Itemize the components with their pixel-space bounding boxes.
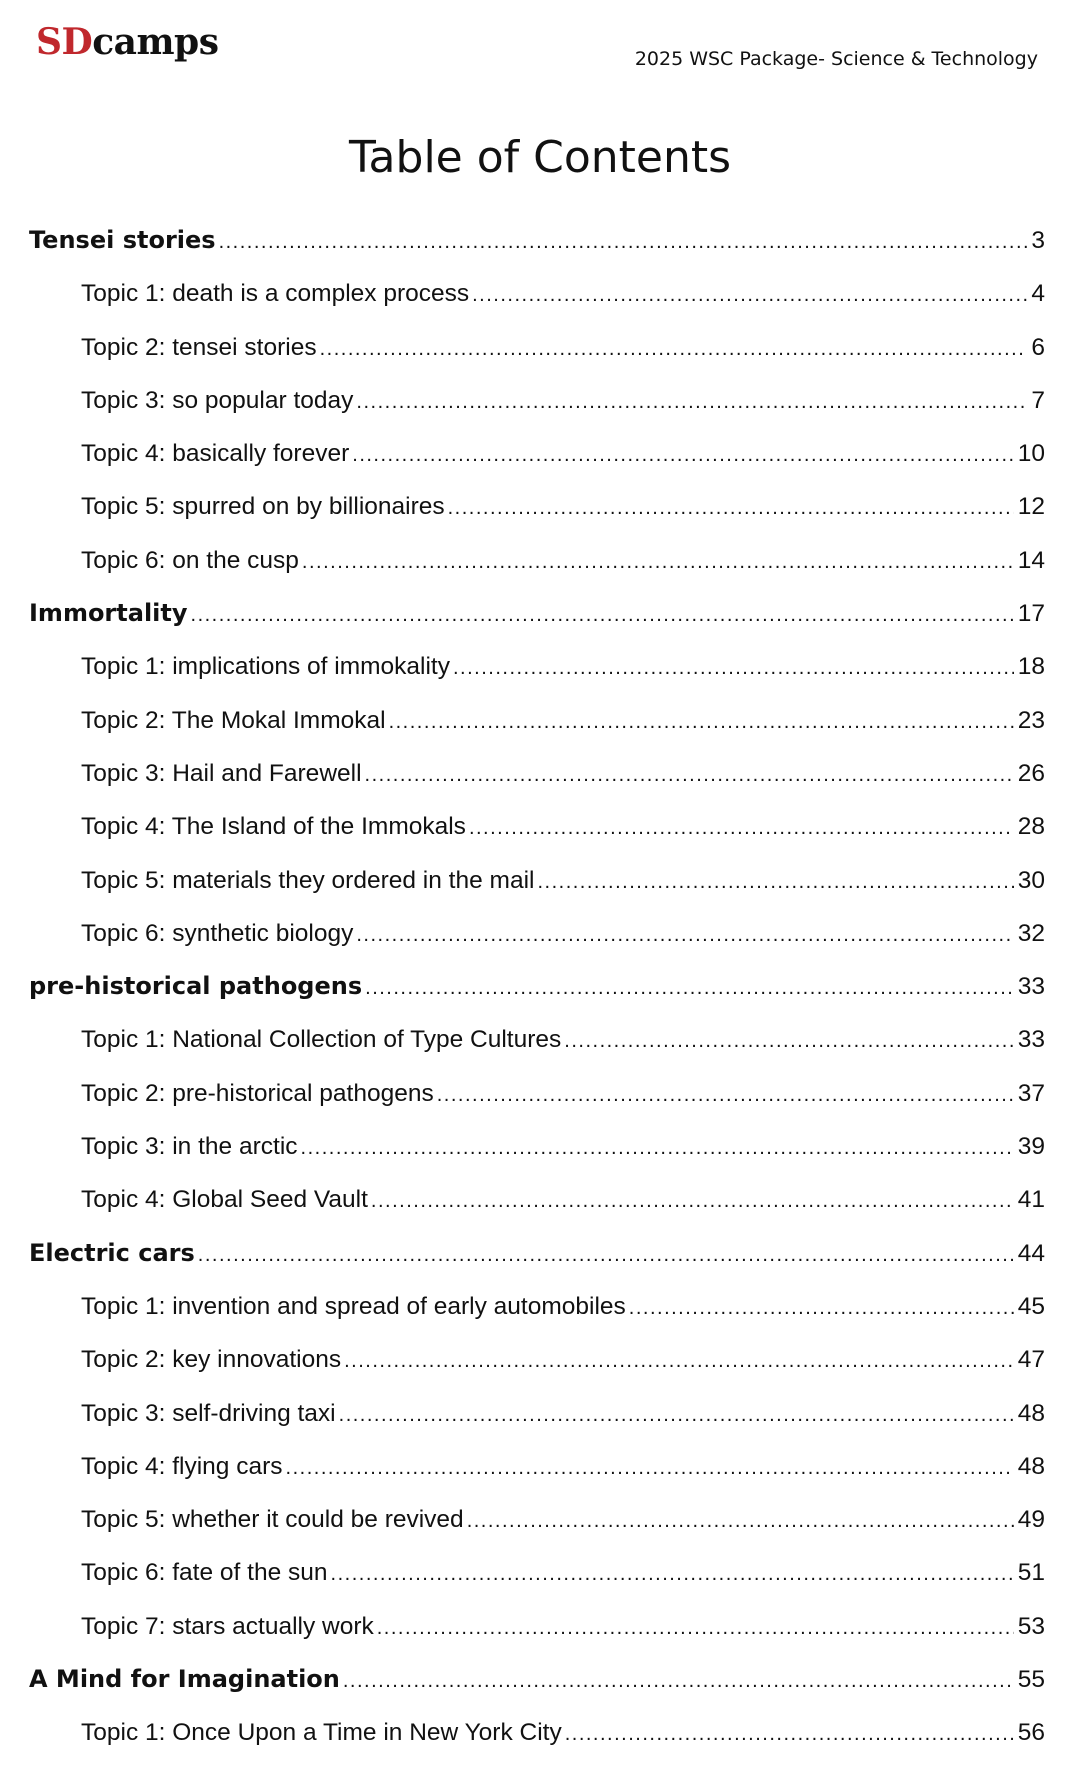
toc-page-number: 30 <box>1017 866 1045 894</box>
toc-page-number: 55 <box>1017 1666 1045 1694</box>
dot-leader <box>356 909 1013 962</box>
toc-entry-label: Electric cars <box>29 1238 195 1267</box>
toc-topic-entry[interactable] <box>29 1600 1045 1653</box>
toc-page-number: 41 <box>1017 1186 1045 1214</box>
toc-entry-label: Topic 3: so popular today <box>81 386 354 414</box>
toc-entry-label: Topic 4: flying cars <box>81 1452 283 1480</box>
toc-entry-label: Topic 6: synthetic biology <box>81 919 354 947</box>
toc-page-number: 37 <box>1017 1079 1045 1107</box>
toc-entry-label: Topic 1: Once Upon a Time in New York City <box>81 1719 562 1747</box>
toc-section-entry[interactable] <box>29 587 1045 640</box>
dot-leader <box>469 802 1014 855</box>
table-of-contents <box>29 214 1045 1760</box>
toc-page-number: 48 <box>1017 1399 1045 1427</box>
dot-leader <box>565 1708 1014 1761</box>
dot-leader <box>331 1548 1014 1601</box>
toc-page-number: 56 <box>1017 1719 1045 1747</box>
toc-entry-label: Topic 4: basically forever <box>81 440 350 468</box>
toc-section-entry[interactable] <box>29 1653 1045 1706</box>
toc-topic-entry[interactable] <box>29 747 1045 800</box>
toc-page-number: 48 <box>1017 1452 1045 1480</box>
toc-page-number: 7 <box>1031 386 1045 414</box>
dot-leader <box>320 323 1028 376</box>
toc-page-number: 3 <box>1031 227 1045 254</box>
toc-page-number: 4 <box>1031 280 1045 308</box>
toc-entry-label: Topic 5: spurred on by billionaires <box>81 493 445 521</box>
toc-entry-label: Topic 1: National Collection of Type Cultures <box>81 1026 562 1054</box>
toc-page-number: 28 <box>1017 813 1045 841</box>
dot-leader <box>301 1122 1014 1175</box>
dot-leader <box>389 696 1014 749</box>
toc-page-number: 33 <box>1017 1026 1045 1054</box>
dot-leader <box>343 1655 1014 1708</box>
toc-page-number: 51 <box>1017 1559 1045 1587</box>
toc-topic-entry[interactable] <box>29 1333 1045 1386</box>
toc-page-number: 32 <box>1017 919 1045 947</box>
toc-section-entry[interactable] <box>29 1227 1045 1280</box>
dot-leader <box>629 1282 1014 1335</box>
toc-topic-entry[interactable] <box>29 480 1045 533</box>
sdcamps-logo <box>36 18 219 66</box>
toc-entry-label: Tensei stories <box>29 226 216 254</box>
toc-page-number: 33 <box>1017 973 1045 1001</box>
toc-topic-entry[interactable] <box>29 321 1045 374</box>
dot-leader <box>377 1602 1014 1655</box>
dot-leader <box>472 269 1027 322</box>
toc-entry-label: Topic 2: The Mokal Immokal <box>81 706 386 734</box>
dot-leader <box>302 536 1014 589</box>
dot-leader <box>365 962 1014 1015</box>
toc-page-number: 39 <box>1017 1133 1045 1161</box>
toc-topic-entry[interactable] <box>29 1546 1045 1599</box>
dot-leader <box>198 1229 1014 1282</box>
dot-leader <box>371 1175 1014 1228</box>
toc-page-number: 45 <box>1017 1292 1045 1320</box>
toc-entry-label: Topic 2: pre-historical pathogens <box>81 1079 434 1107</box>
toc-topic-entry[interactable] <box>29 1280 1045 1333</box>
dot-leader <box>453 642 1014 695</box>
dot-leader <box>191 589 1014 642</box>
toc-page-number: 14 <box>1017 546 1045 574</box>
toc-entry-label: Topic 7: stars actually work <box>81 1612 374 1640</box>
toc-entry-label: Topic 5: whether it could be revived <box>81 1506 464 1534</box>
logo-camps-text: camps <box>92 21 219 63</box>
toc-page-number: 23 <box>1017 706 1045 734</box>
toc-page-number: 53 <box>1017 1612 1045 1640</box>
toc-entry-label: Topic 2: key innovations <box>81 1346 342 1374</box>
dot-leader <box>352 429 1013 482</box>
toc-topic-entry[interactable] <box>29 1173 1045 1226</box>
toc-entry-label: Topic 4: Global Seed Vault <box>81 1186 368 1214</box>
toc-topic-entry[interactable] <box>29 1013 1045 1066</box>
toc-entry-label: pre-historical pathogens <box>29 972 363 1001</box>
dot-leader <box>365 749 1014 802</box>
toc-entry-label: Topic 2: tensei stories <box>81 333 317 361</box>
toc-entry-label: Topic 1: invention and spread of early automobiles <box>81 1292 626 1320</box>
toc-topic-entry[interactable] <box>29 1440 1045 1493</box>
toc-page-number: 12 <box>1017 493 1045 521</box>
toc-topic-entry[interactable] <box>29 694 1045 747</box>
toc-entry-label: Topic 5: materials they ordered in the mail <box>81 866 535 894</box>
header-subtitle: 2025 WSC Package- Science & Technology <box>634 48 1038 70</box>
toc-section-entry[interactable] <box>29 960 1045 1013</box>
toc-entry-label: Topic 6: fate of the sun <box>81 1559 328 1587</box>
toc-page-number: 6 <box>1031 333 1045 361</box>
dot-leader <box>448 482 1014 535</box>
toc-entry-label: Topic 6: on the cusp <box>81 546 299 574</box>
dot-leader <box>437 1069 1014 1122</box>
dot-leader <box>467 1495 1014 1548</box>
toc-entry-label: Topic 1: death is a complex process <box>81 280 470 308</box>
dot-leader <box>339 1389 1014 1442</box>
toc-entry-label: Topic 1: implications of immokality <box>81 653 450 681</box>
toc-topic-entry[interactable] <box>29 1706 1045 1759</box>
toc-entry-label: Topic 3: in the arctic <box>81 1133 298 1161</box>
dot-leader <box>219 216 1028 269</box>
toc-topic-entry[interactable] <box>29 427 1045 480</box>
dot-leader <box>356 376 1027 429</box>
toc-topic-entry[interactable] <box>29 1387 1045 1440</box>
toc-entry-label: Topic 3: self-driving taxi <box>81 1399 336 1427</box>
toc-page-number: 26 <box>1017 759 1045 787</box>
toc-topic-entry[interactable] <box>29 1120 1045 1173</box>
dot-leader <box>564 1015 1013 1068</box>
toc-topic-entry[interactable] <box>29 374 1045 427</box>
dot-leader <box>537 856 1013 909</box>
dot-leader <box>286 1442 1014 1495</box>
toc-topic-entry[interactable] <box>29 1067 1045 1120</box>
toc-page-number: 10 <box>1017 440 1045 468</box>
toc-topic-entry[interactable] <box>29 267 1045 320</box>
toc-entry-label: Topic 3: Hail and Farewell <box>81 759 362 787</box>
toc-page-number: 18 <box>1017 653 1045 681</box>
dot-leader <box>344 1335 1014 1388</box>
toc-page-number: 17 <box>1017 600 1045 628</box>
logo-sd-text: SD <box>36 21 93 63</box>
toc-topic-entry[interactable] <box>29 854 1045 907</box>
toc-topic-entry[interactable] <box>29 1493 1045 1546</box>
toc-topic-entry[interactable] <box>29 534 1045 587</box>
toc-page-number: 44 <box>1017 1239 1045 1267</box>
toc-entry-label: Immortality <box>29 599 188 628</box>
page-title: Table of Contents <box>348 132 732 183</box>
toc-topic-entry[interactable] <box>29 800 1045 853</box>
toc-page-number: 47 <box>1017 1346 1045 1374</box>
toc-topic-entry[interactable] <box>29 640 1045 693</box>
toc-page-number: 49 <box>1017 1506 1045 1534</box>
toc-section-entry[interactable] <box>29 214 1045 267</box>
toc-entry-label: Topic 4: The Island of the Immokals <box>81 813 466 841</box>
toc-topic-entry[interactable] <box>29 907 1045 960</box>
toc-entry-label: A Mind for Imagination <box>29 1665 340 1694</box>
